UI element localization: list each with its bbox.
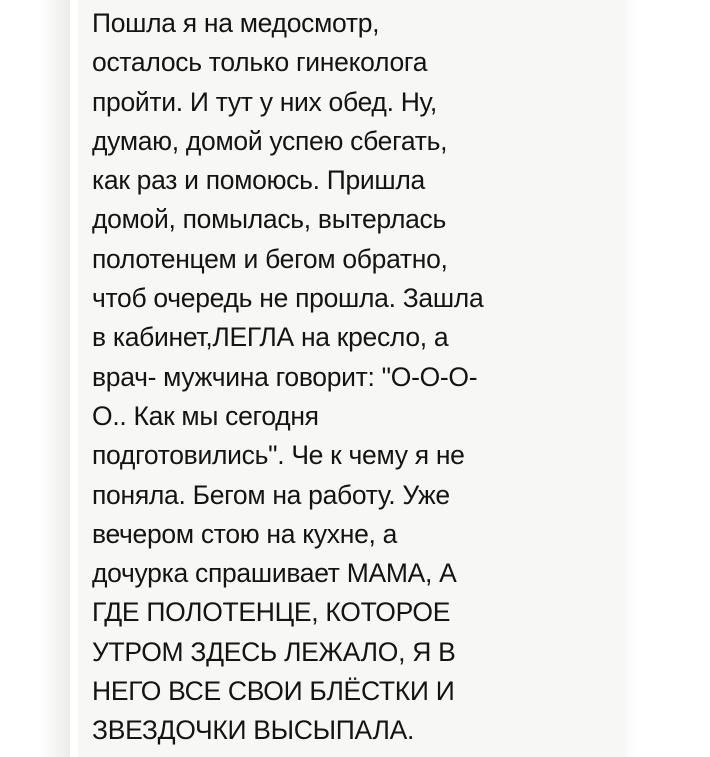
message-line: ГДЕ ПОЛОТЕНЦЕ, КОТОРОЕ — [92, 597, 451, 628]
background-left — [0, 0, 70, 757]
message-text — [92, 4, 626, 751]
message-line: О.. Как мы сегодня — [92, 400, 319, 431]
message-line: врач- мужчина говорит: "О-О-О- — [92, 361, 478, 392]
message-line: ЗВЕЗДОЧКИ ВЫСЫПАЛА. — [92, 715, 415, 746]
message-line: поняла. Бегом на работу. Уже — [92, 479, 450, 510]
message-line: УТРОМ ЗДЕСЬ ЛЕЖАЛО, Я В — [92, 636, 456, 667]
message-line: вечером стою на кухне, а — [92, 518, 398, 549]
message-line: пройти. И тут у них обед. Ну, — [92, 86, 437, 117]
message-line: Пошла я на медосмотр, — [92, 8, 380, 38]
message-line: домой, помылась, вытерлась — [92, 204, 447, 235]
message-line: НЕГО ВСЕ СВОИ БЛЁСТКИ И — [92, 676, 455, 707]
message-line: думаю, домой успею сбегать, — [92, 125, 448, 156]
message-line: подготовились". Че к чему я не — [92, 440, 465, 471]
message-line: осталось только гинеколога — [92, 47, 428, 78]
message-line: полотенцем и бегом обратно, — [92, 243, 448, 274]
message-bubble — [78, 0, 626, 757]
message-line: чтоб очередь не прошла. Зашла — [92, 283, 484, 314]
message-line: в кабинет,ЛЕГЛА на кресло, а — [92, 322, 449, 353]
message-line: как раз и помоюсь. Пришла — [92, 165, 425, 196]
message-line: дочурка спрашивает МАМА, А — [92, 558, 457, 589]
